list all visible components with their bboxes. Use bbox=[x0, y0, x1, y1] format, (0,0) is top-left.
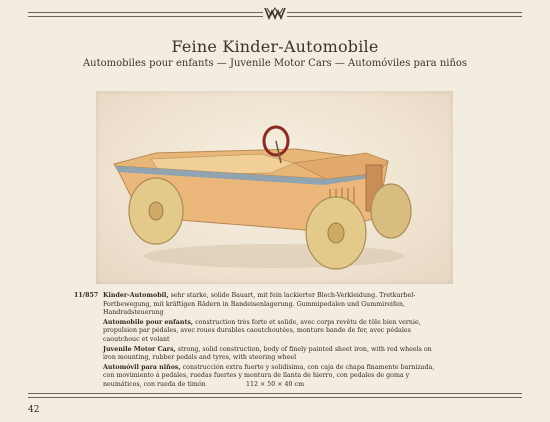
publisher-logo bbox=[263, 5, 287, 21]
item-description bbox=[103, 292, 443, 391]
description-spanish: Automóvil para niños, construcción extra fuerte y solidísima, con caja de chapa finamente barnizada, con movimiento á pedales, ruedas fuertes y montura de llanta de hierro, con pedales de goma y neumáticos, con rueda de timón bbox=[103, 363, 435, 388]
page-title: Feine Kinder-Automobile bbox=[171, 37, 379, 56]
bottom-rule bbox=[28, 393, 522, 398]
page-subtitle: Automobiles pour enfants — Juvenile Motor Cars — Automóviles para niños bbox=[82, 58, 468, 69]
description-german: Kinder-Automobil, sehr starke, solide Bauart, mit fein lackierter Blech-Verkleidung. Tretkurbel-Fortbewegung, mit kräftigen Rädern in Bandeisenlagerung. Gummipedalen und Gummireifen, Handradsteuerung bbox=[103, 292, 416, 317]
description-french: Automobile pour enfants, construction très forte et solide, avec corps revêtu de tôle bien vernie, propulsion par pédales, avec roues durables caoutchoutées, monture bande de fer, avec pédales caoutchouc et volant bbox=[103, 318, 421, 343]
page-number: 42 bbox=[28, 405, 40, 415]
description-english: Juvenile Motor Cars, strong, solid construction, body of finely painted sheet iron, with red wheels on iron mounting, rubber pedals and tyres, with steering wheel bbox=[103, 345, 432, 362]
pedal-car-illustration bbox=[96, 91, 453, 284]
item-number: 11/857 bbox=[74, 292, 99, 299]
item-dimensions: 112 × 50 × 40 cm bbox=[245, 381, 305, 388]
